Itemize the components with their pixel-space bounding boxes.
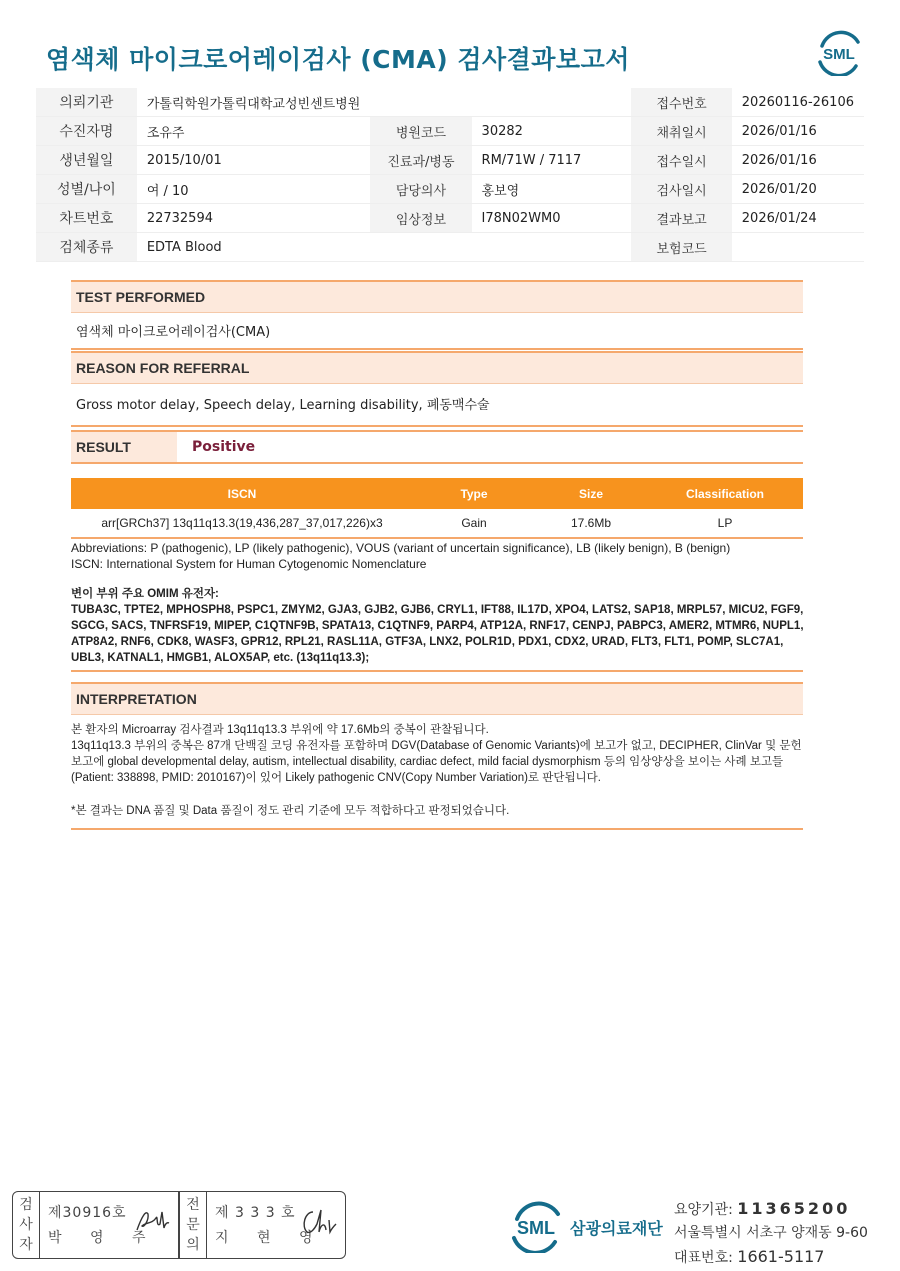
phone-number: 1661-5117 xyxy=(737,1247,825,1266)
info-label: 생년월일 xyxy=(36,146,137,175)
test-performed-heading: TEST PERFORMED xyxy=(71,280,803,312)
examiner-name: 박 영 주 xyxy=(48,1230,158,1246)
table-row xyxy=(36,146,864,175)
info-label: 차트번호 xyxy=(36,204,137,233)
sml-logo-icon xyxy=(814,30,864,76)
info-value xyxy=(472,88,632,117)
info-value: 2015/10/01 xyxy=(137,146,371,175)
info-value: 홍보영 xyxy=(472,175,632,204)
info-value: 30282 xyxy=(472,117,632,146)
info-label: 임상정보 xyxy=(370,204,471,233)
omim-gene-list: TUBA3C, TPTE2, MPHOSPH8, PSPC1, ZMYM2, GJA3, GJB2, GJB6, CRYL1, IFT88, IL17D, XPO4, LATS2, SAP18, MRPL57, MICU2, FGF9, SGCG, SACS, TNFRSF19, MIPEP, C1QTNF9B, SPATA13, C1QTNF9, PARP4, ATP12A, RNF17, CENPJ, PABPC3, AMER2, MTMR6, NUPL1, ATP8A2, RNF6, CDK8, WASF3, GPR12, RPL21, RASL11A, GTF3A, LNX2, POLR1D, PDX1, CDX2, URAD, FLT3, FLT1, POMP, SLC7A1, UBL3, KATNAL1, HMGB1, ALOX5AP, etc. (13q11q13.3); xyxy=(71,604,804,664)
info-label xyxy=(370,233,471,262)
info-label: 성별/나이 xyxy=(36,175,137,204)
size-cell: 17.6Mb xyxy=(535,509,647,538)
info-value: RM/71W / 7117 xyxy=(472,146,632,175)
specialist-name: 지 현 영 xyxy=(215,1230,325,1246)
table-row xyxy=(36,117,864,146)
phone-label: 대표번호: xyxy=(674,1250,738,1266)
info-value: 2026/01/16 xyxy=(732,146,864,175)
sml-logo-text: SML xyxy=(517,1218,555,1238)
info-value: EDTA Blood xyxy=(137,233,371,262)
interpretation-heading: INTERPRETATION xyxy=(71,682,803,715)
interpretation-p1: 본 환자의 Microarray 검사결과 13q11q13.3 부위에 약 17.6Mb의 중복이 관찰됩니다. xyxy=(71,724,489,736)
report-title: 염색체 마이크로어레이검사 (CMA) 검사결과보고서 xyxy=(46,45,630,74)
info-value: 가톨릭학원가톨릭대학교성빈센트병원 xyxy=(137,88,371,117)
care-number: 11365200 xyxy=(737,1199,851,1218)
handwritten-signature-icon xyxy=(299,1206,337,1238)
footer-address-block xyxy=(674,1197,868,1270)
info-label: 접수일시 xyxy=(631,146,731,175)
result-value: Positive xyxy=(192,439,256,455)
classification-header: Classification xyxy=(647,478,803,509)
examiner-signature xyxy=(40,1192,179,1258)
result-row xyxy=(71,430,803,464)
size-header: Size xyxy=(535,478,647,509)
iscn-definition: ISCN: International System for Human Cytogenomic Nomenclature xyxy=(71,557,427,571)
abbreviations-line: Abbreviations: P (pathogenic), LP (likely pathogenic), VOUS (variant of uncertain significance), LB (likely benign), B (benign) xyxy=(71,541,731,555)
table-row xyxy=(71,509,803,538)
info-label: 결과보고 xyxy=(631,204,731,233)
table-row xyxy=(36,204,864,233)
omim-genes xyxy=(71,586,806,666)
iscn-cell: arr[GRCh37] 13q11q13.3(19,436,287_37,017,226)x3 xyxy=(71,509,413,538)
info-label: 채취일시 xyxy=(631,117,731,146)
iscn-header: ISCN xyxy=(71,478,413,509)
info-label xyxy=(370,88,471,117)
specialist-license-no: 제 3 3 3 호 xyxy=(215,1205,296,1221)
info-value xyxy=(732,233,864,262)
care-label: 요양기관: xyxy=(674,1202,738,1218)
divider xyxy=(71,828,803,830)
interpretation-p2: 13q11q13.3 부위의 중복은 87개 단백질 코딩 유전자를 포함하며 DGV(Database of Genomic Variants)에 보고가 없고, DECIPHER, ClinVar 및 문헌보고에 global developmental delay, autism, intellectual disability, cardiac defect, mild facial dysmorphism 등의 임상양상을 보이는 사례 보고들(Patient: 338898, PMID: 2010167)이 있어 Likely pathogenic CNV(Copy Number Variation)로 판단됩니다. xyxy=(71,740,802,784)
info-value: 2026/01/24 xyxy=(732,204,864,233)
sml-logo-icon xyxy=(508,1201,564,1253)
type-header: Type xyxy=(413,478,535,509)
info-value: 22732594 xyxy=(137,204,371,233)
referral-text: Gross motor delay, Speech delay, Learning disability, 폐동맥수술 xyxy=(71,383,803,427)
specialist-signature xyxy=(207,1192,345,1258)
table-row xyxy=(36,233,864,262)
test-performed-text: 염색체 마이크로어레이검사(CMA) xyxy=(71,312,803,350)
address: 서울특별시 서초구 양재동 9-60 xyxy=(674,1225,868,1241)
info-label: 진료과/병동 xyxy=(370,146,471,175)
examiner-label: 검 사 자 xyxy=(13,1192,40,1258)
info-label: 검체종류 xyxy=(36,233,137,262)
foundation-name: 삼광의료재단 xyxy=(570,1218,663,1238)
info-value: 여 / 10 xyxy=(137,175,371,204)
info-label: 수진자명 xyxy=(36,117,137,146)
specialist-label: 전 문 의 xyxy=(179,1192,207,1258)
info-label: 병원코드 xyxy=(370,117,471,146)
signature-box xyxy=(12,1191,346,1259)
test-performed-section xyxy=(71,280,803,350)
omim-heading: 변이 부위 주요 OMIM 유전자: xyxy=(71,588,219,600)
sml-logo-text: SML xyxy=(823,46,855,63)
info-value: 20260116-26106 xyxy=(732,88,864,117)
type-cell: Gain xyxy=(413,509,535,538)
table-row xyxy=(36,88,864,117)
examiner-license-no: 제30916호 xyxy=(48,1205,127,1221)
table-row xyxy=(36,175,864,204)
handwritten-signature-icon xyxy=(134,1206,170,1236)
info-value: 2026/01/20 xyxy=(732,175,864,204)
info-label: 검사일시 xyxy=(631,175,731,204)
info-label: 접수번호 xyxy=(631,88,731,117)
info-value: 2026/01/16 xyxy=(732,117,864,146)
interpretation-text xyxy=(71,722,806,786)
info-label: 보험코드 xyxy=(631,233,731,262)
referral-section xyxy=(71,351,803,427)
footer-logo xyxy=(508,1201,663,1253)
info-label: 의뢰기관 xyxy=(36,88,137,117)
iscn-table xyxy=(71,478,803,539)
result-heading: RESULT xyxy=(71,432,177,462)
divider xyxy=(71,670,803,672)
patient-info-table xyxy=(36,88,864,262)
info-value xyxy=(472,233,632,262)
info-value: 조유주 xyxy=(137,117,371,146)
info-value: I78N02WM0 xyxy=(472,204,632,233)
quality-note: *본 결과는 DNA 품질 및 Data 품질이 정도 관리 기준에 모두 적합하다고 판정되었습니다. xyxy=(71,805,510,817)
referral-heading: REASON FOR REFERRAL xyxy=(71,351,803,383)
abbreviations xyxy=(71,540,811,572)
classification-cell: LP xyxy=(647,509,803,538)
info-label: 담당의사 xyxy=(370,175,471,204)
